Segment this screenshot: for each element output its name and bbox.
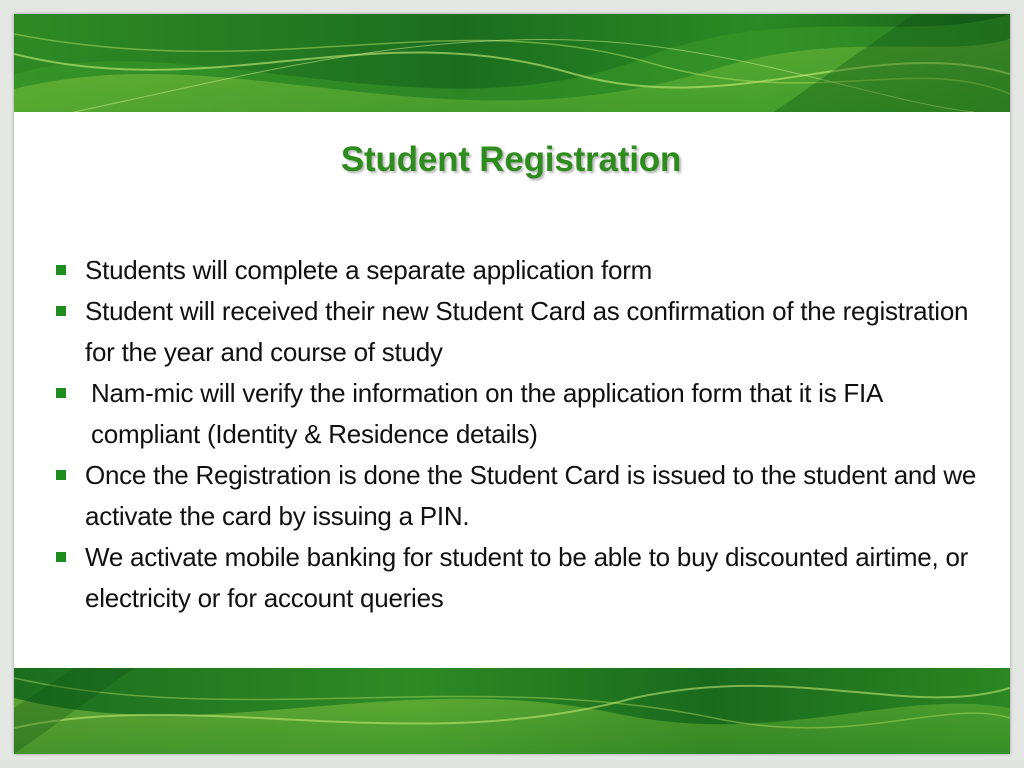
bullet-text: Once the Registration is done the Student Card is issued to the student and we activate the card by issuing a PIN. — [85, 460, 977, 531]
square-bullet-icon — [56, 552, 66, 562]
footer-wave-graphic — [14, 668, 1010, 754]
bullet-text: Students will complete a separate application form — [85, 255, 653, 285]
bullet-item — [56, 250, 986, 291]
bullet-item — [56, 373, 986, 455]
header-decorative-band — [14, 14, 1010, 112]
bullet-text: Nam-mic will verify the information on the application form that it is FIA compliant (Identity & Residence details) — [91, 378, 882, 449]
header-wave-graphic — [14, 14, 1010, 112]
square-bullet-icon — [56, 306, 66, 316]
bullet-list — [56, 250, 986, 619]
square-bullet-icon — [56, 265, 66, 275]
footer-decorative-band — [14, 668, 1010, 754]
bullet-text: Student will received their new Student Card as confirmation of the registration for the year and course of study — [85, 296, 969, 367]
bullet-item — [56, 455, 986, 537]
square-bullet-icon — [56, 388, 66, 398]
slide-title: Student Registration — [340, 140, 682, 179]
bullet-item — [56, 291, 986, 373]
page-bottom-edge — [0, 760, 1024, 768]
square-bullet-icon — [56, 470, 66, 480]
bullet-item — [56, 537, 986, 619]
bullet-text: We activate mobile banking for student to be able to buy discounted airtime, or electricity or for account queries — [85, 542, 969, 613]
